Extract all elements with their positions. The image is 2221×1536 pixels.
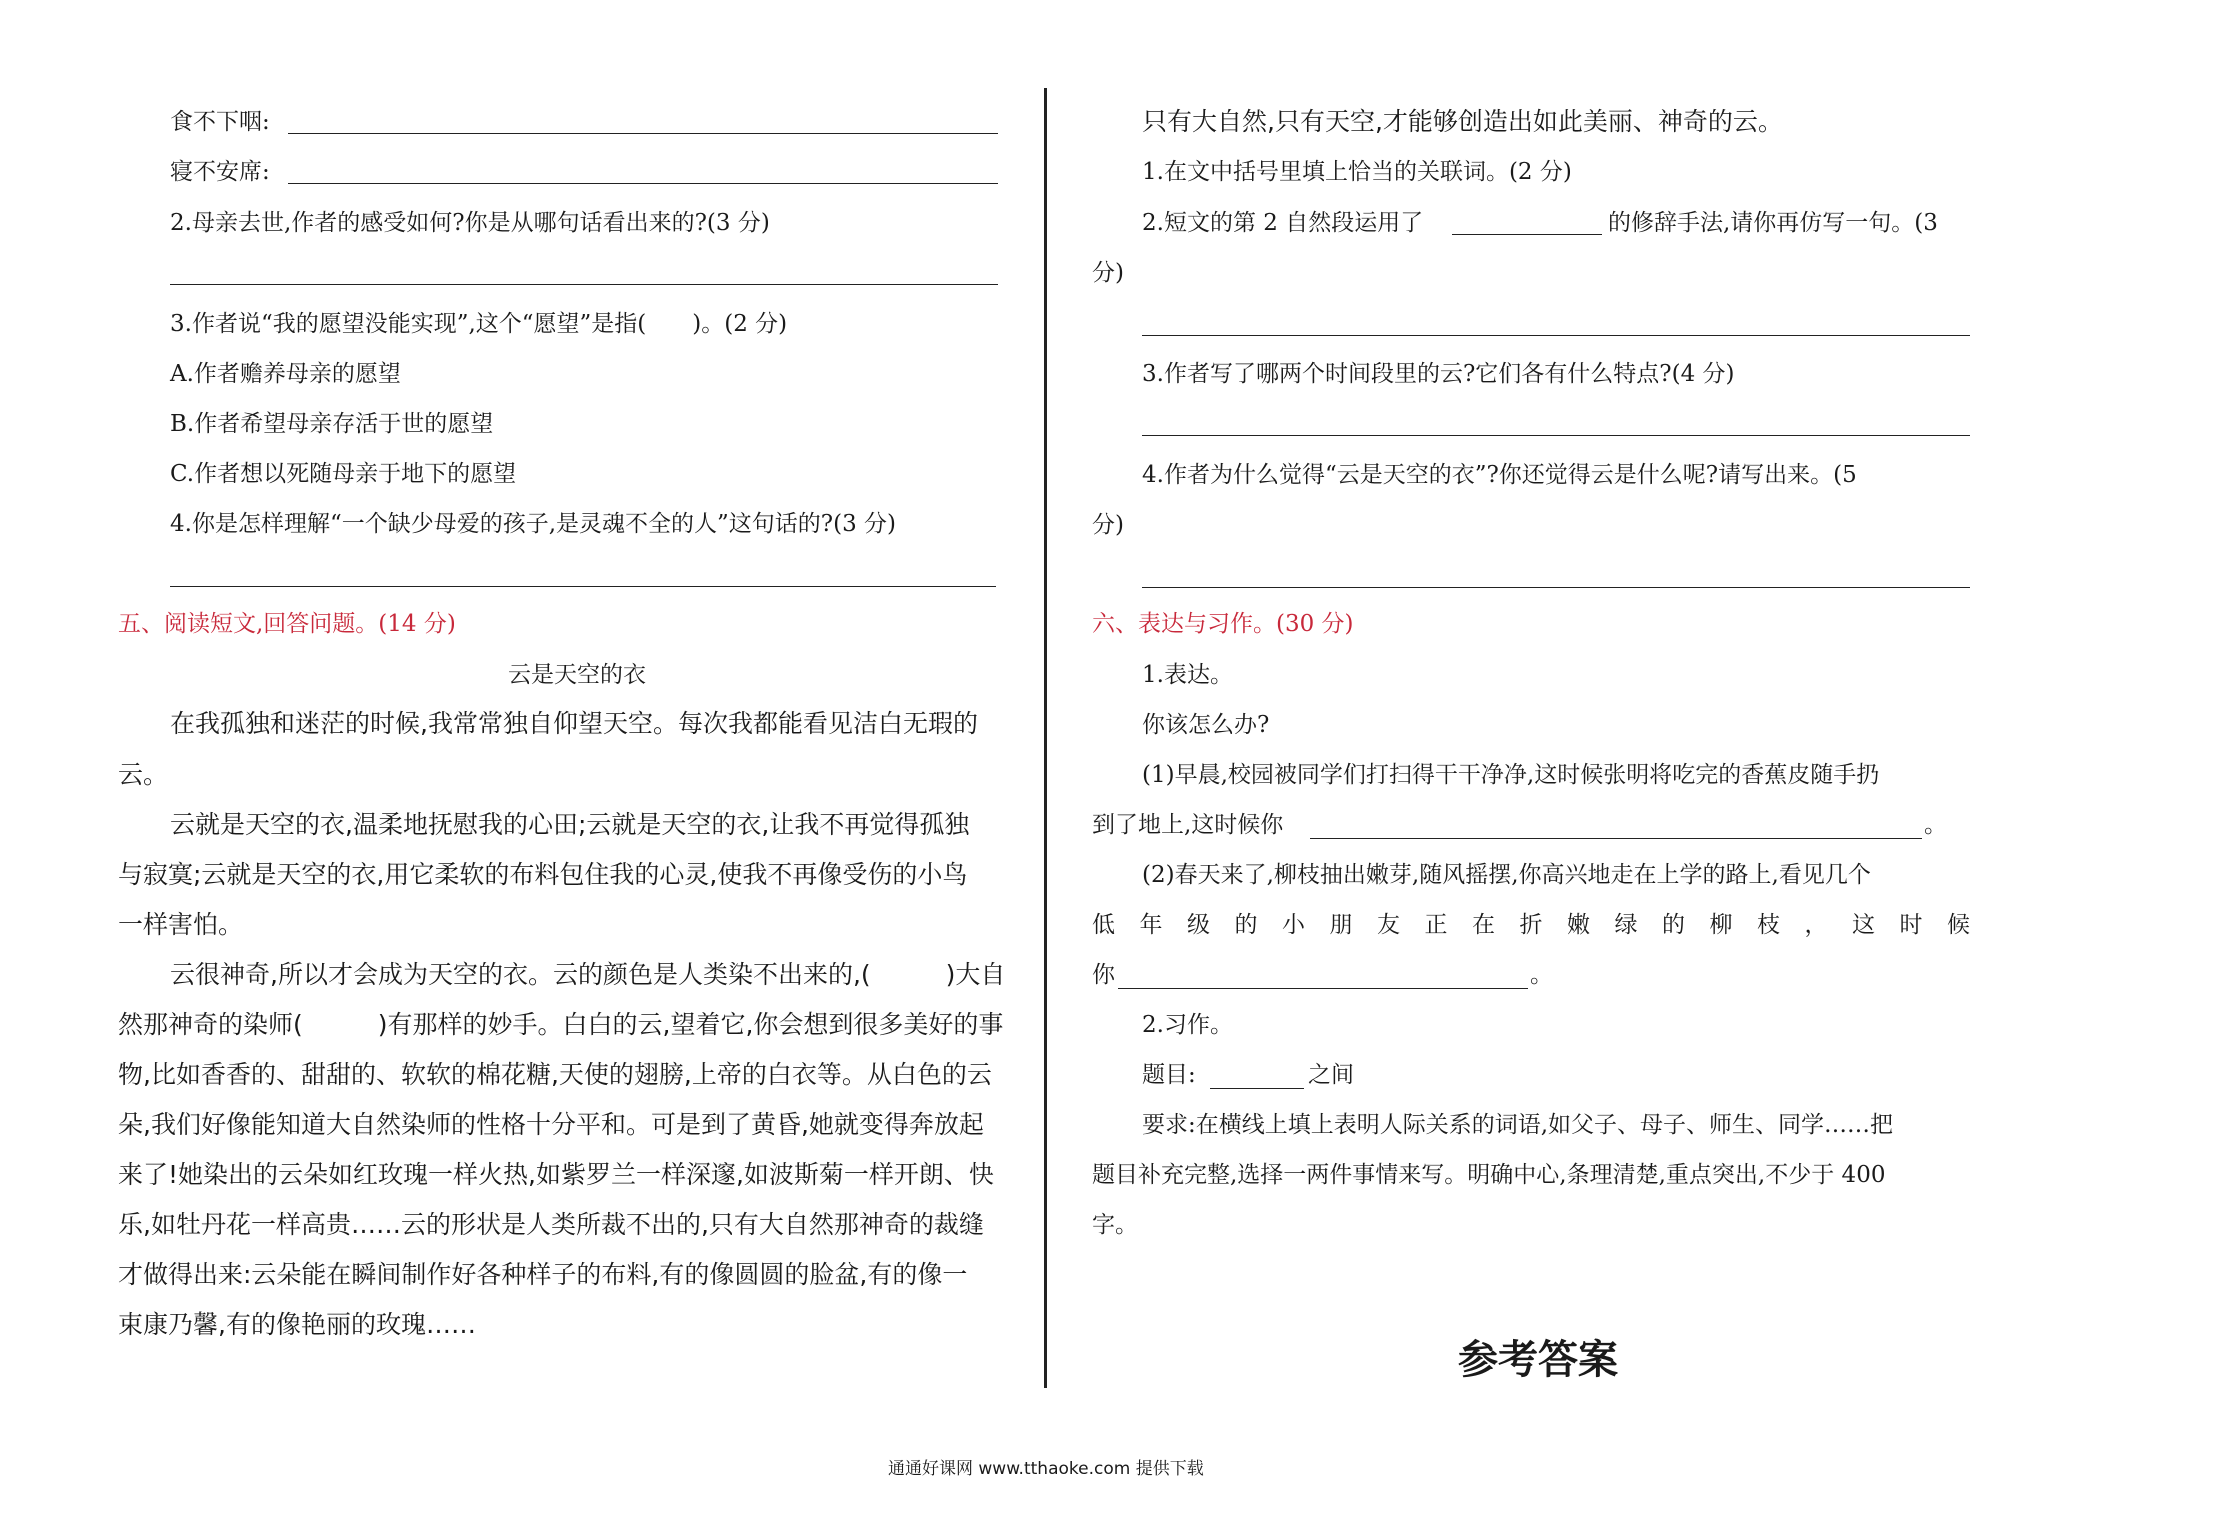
char: 年 (1139, 912, 1163, 938)
answer-line (1142, 335, 1970, 336)
passage-line: 云。 (118, 760, 169, 789)
option-b: B.作者希望母亲存活于世的愿望 (170, 411, 494, 437)
answer-line (288, 133, 998, 134)
char: 朋 (1329, 912, 1353, 938)
question-4-cont: 分) (1092, 512, 1124, 538)
char: 绿 (1614, 912, 1638, 938)
passage-line: 云就是天空的衣,温柔地抚慰我的心田;云就是天空的衣,让我不再觉得孤独 (170, 810, 970, 839)
passage-line: 与寂寞;云就是天空的衣,用它柔软的布料包住我的心灵,使我不再像受伤的小鸟 (118, 860, 968, 889)
question-3: 3.作者说“我的愿望没能实现”,这个“愿望”是指( )。(2 分) (170, 311, 788, 337)
passage-line: 一样害怕。 (118, 910, 244, 939)
passage-line: 束康乃馨,有的像艳丽的玫瑰…… (118, 1310, 476, 1339)
scenario-2-line: (2)春天来了,柳枝抽出嫩芽,随风摇摆,你高兴地走在上学的路上,看见几个 (1142, 862, 1871, 888)
footer-source: 通通好课网 www.tthaoke.com 提供下载 (888, 1459, 1204, 1479)
writing-requirement: 题目补充完整,选择一两件事情来写。明确中心,条理清楚,重点突出,不少于 400 (1092, 1162, 1886, 1188)
passage-line: 然那神奇的染师( )有那样的妙手。白白的云,望着它,你会想到很多美好的事 (118, 1010, 1004, 1039)
question-4-start: 4.作者为什么觉得“云是天空的衣”?你还觉得云是什么呢?请写出来。(5 (1142, 462, 1857, 488)
question-2-start: 2.短文的第 2 自然段运用了 (1142, 210, 1424, 236)
writing-heading: 2.习作。 (1142, 1012, 1233, 1038)
answer-line (1142, 587, 1970, 588)
scenario-1-line: 到了地上,这时候你 (1092, 812, 1284, 838)
blank-line (1310, 838, 1922, 839)
char: 友 (1377, 912, 1400, 938)
char: 柳 (1709, 912, 1733, 938)
passage-line: 物,比如香香的、甜甜的、软软的棉花糖,天使的翅膀,上帝的白衣等。从白色的云 (118, 1060, 992, 1089)
option-c: C.作者想以死随母亲于地下的愿望 (170, 461, 517, 487)
scenario-2-justified-line (1092, 910, 1970, 940)
question-2: 2.母亲去世,作者的感受如何?你是从哪句话看出来的?(3 分) (170, 210, 770, 236)
option-a: A.作者赡养母亲的愿望 (170, 361, 401, 387)
question-3: 3.作者写了哪两个时间段里的云?它们各有什么特点?(4 分) (1142, 361, 1735, 387)
writing-title-suffix: 之间 (1308, 1062, 1354, 1088)
title-blank-line (1210, 1088, 1304, 1089)
answer-line (170, 284, 998, 285)
answer-line (170, 586, 996, 587)
writing-requirement: 字。 (1092, 1212, 1138, 1238)
scenario-2-end: 。 (1530, 962, 1553, 988)
question-4: 4.你是怎样理解“一个缺少母爱的孩子,是灵魂不全的人”这句话的?(3 分) (170, 511, 896, 537)
question-2-cont: 分) (1092, 260, 1124, 286)
passage-line: 乐,如牡丹花一样高贵……云的形状是人类所裁不出的,只有大自然那神奇的裁缝 (118, 1210, 984, 1239)
char: 时 (1899, 912, 1923, 938)
char: ， (1804, 912, 1828, 938)
question-shibuxiayan: 食不下咽: (170, 109, 270, 135)
char: 折 (1519, 912, 1543, 938)
blank-line (1118, 988, 1528, 989)
blank-line (1452, 234, 1602, 235)
char: 正 (1424, 912, 1448, 938)
column-divider (1044, 88, 1047, 1388)
char: 低 (1092, 912, 1115, 938)
char: 的 (1662, 912, 1685, 938)
section-6-heading: 六、表达与习作。(30 分) (1092, 611, 1354, 637)
scenario-1-end: 。 (1924, 812, 1947, 838)
char: 枝 (1757, 912, 1780, 938)
char: 的 (1234, 912, 1258, 938)
section-5-heading: 五、阅读短文,回答问题。(14 分) (118, 611, 456, 637)
char: 候 (1947, 912, 1970, 938)
passage-title: 云是天空的衣 (508, 662, 646, 688)
char: 这 (1852, 912, 1875, 938)
char: 小 (1282, 912, 1305, 938)
answers-heading: 参考答案 (1458, 1336, 1618, 1383)
passage-line: 只有大自然,只有天空,才能够创造出如此美丽、神奇的云。 (1142, 107, 1783, 136)
question-1: 1.在文中括号里填上恰当的关联词。(2 分) (1142, 159, 1572, 185)
expression-prompt: 你该怎么办? (1142, 712, 1270, 738)
expression-heading: 1.表达。 (1142, 662, 1233, 688)
passage-line: 在我孤独和迷茫的时候,我常常独自仰望天空。每次我都能看见洁白无瑕的 (170, 709, 978, 738)
writing-requirement: 要求:在横线上填上表明人际关系的词语,如父子、母子、师生、同学……把 (1142, 1112, 1894, 1138)
scenario-2-line: 你 (1092, 962, 1115, 988)
passage-line: 来了!她染出的云朵如红玫瑰一样火热,如紫罗兰一样深邃,如波斯菊一样开朗、快 (118, 1160, 994, 1189)
passage-line: 云很神奇,所以才会成为天空的衣。云的颜色是人类染不出来的,( )大自 (170, 960, 1006, 989)
question-qinbuanxi: 寝不安席: (170, 159, 270, 185)
char: 在 (1472, 912, 1495, 938)
passage-line: 朵,我们好像能知道大自然染师的性格十分平和。可是到了黄昏,她就变得奔放起 (118, 1110, 984, 1139)
writing-title-label: 题目: (1142, 1062, 1196, 1088)
char: 级 (1187, 912, 1210, 938)
question-2-end: 的修辞手法,请你再仿写一句。(3 (1608, 210, 1938, 236)
answer-line (288, 183, 998, 184)
passage-line: 才做得出来:云朵能在瞬间制作好各种样子的布料,有的像圆圆的脸盆,有的像一 (118, 1260, 968, 1289)
answer-line (1142, 435, 1970, 436)
scenario-1-line: (1)早晨,校园被同学们打扫得干干净净,这时候张明将吃完的香蕉皮随手扔 (1142, 762, 1880, 788)
char: 嫩 (1567, 912, 1590, 938)
